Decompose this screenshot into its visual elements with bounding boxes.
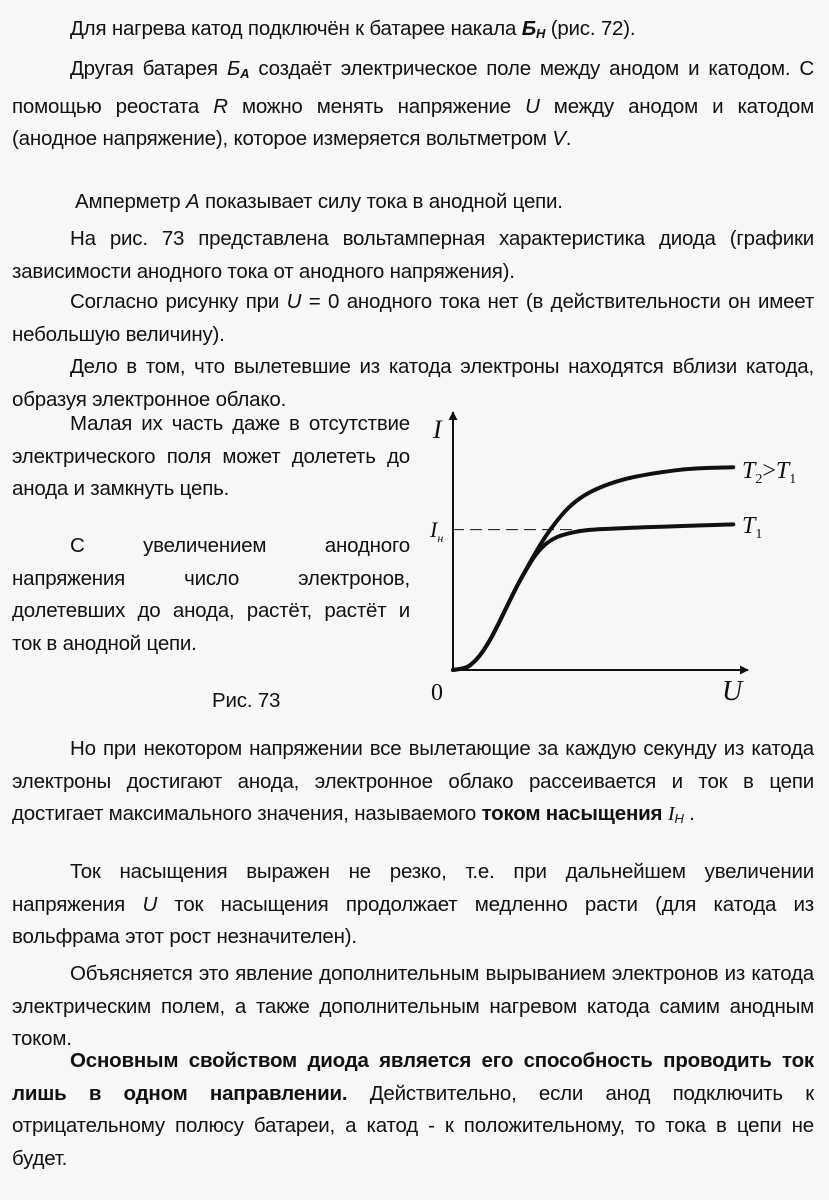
text: ток насыщения продолжает медленно расти (для катода из вольфрама этот рост незначителен). xyxy=(12,892,815,948)
x-axis-label: U xyxy=(722,676,743,707)
paragraph-7: Малая их часть даже в отсутствие электрического поля может долететь до анода и замкнуть цепь. xyxy=(12,412,410,500)
figure-caption: Рис. 73 xyxy=(212,689,281,712)
text: Согласно рисунку при xyxy=(70,290,287,313)
symbol: I xyxy=(667,803,675,825)
text: Другая батарея xyxy=(70,57,227,80)
text: можно менять напряжение xyxy=(227,94,526,118)
symbol: Б xyxy=(521,17,537,40)
text: создаёт электрическое поле между анодом и катодом. С помощью реостата xyxy=(12,57,814,118)
symbol: U xyxy=(142,892,158,916)
text: Действительно, если анод подключить к отрицательному полюсу батареи, а катод - к положительному, то тока в цепи не будет. xyxy=(12,1081,814,1170)
bold-statement: Основным свойством диода является его способность проводить ток лишь в одном направлении. xyxy=(12,1049,814,1105)
paragraph-8: С увеличением анодного напряжения число электронов, долетевших до анода, растёт, растёт и ток в анодной цепи. xyxy=(12,534,410,655)
bold-term: током насыщения xyxy=(481,802,663,825)
text: Но при некотором напряжении все вылетающие за каждую секунду из катода электроны достигают анода, электронное облако рассеивается и ток в цепи достигает максимального значения, называемого xyxy=(12,737,814,825)
symbol: А xyxy=(185,190,200,213)
symbol: V xyxy=(552,127,566,150)
text: показывает силу тока в анодной цепи. xyxy=(199,190,563,213)
origin-label: 0 xyxy=(431,680,443,706)
text: между анодом и катодом (анодное напряжение), которое измеряется вольтметром xyxy=(12,94,814,150)
text: Ток насыщения выражен не резко, т.е. при дальнейшем увеличении напряжения xyxy=(12,860,814,916)
symbol: R xyxy=(213,94,228,118)
text: . xyxy=(683,802,695,825)
subscript: А xyxy=(240,66,250,81)
paragraph-9 xyxy=(12,733,814,836)
text: Для нагрева катод подключён к батарее накала xyxy=(70,17,522,40)
paragraph-12 xyxy=(12,1045,814,1175)
y-axis-label: I xyxy=(433,415,442,444)
paragraph-10 xyxy=(12,856,814,954)
text: Амперметр xyxy=(75,190,186,213)
subscript: Н xyxy=(674,811,684,826)
curve-t2 xyxy=(453,467,733,670)
symbol: U xyxy=(525,94,540,118)
paragraph-11: Объясняется это явление дополнительным вырыванием электронов из катода электрическим полем, а также дополнительным нагревом катода самим анодным током. xyxy=(12,962,814,1050)
text: (рис. 72). xyxy=(545,17,636,40)
paragraph-4: На рис. 73 представлена вольтамперная характеристика диода (графики зависимости анодного тока от анодного напряжения). xyxy=(12,227,814,283)
subscript: Н xyxy=(536,26,546,41)
symbol: U xyxy=(286,290,302,313)
saturation-label: $I_н$ xyxy=(430,517,444,545)
text: . xyxy=(565,127,572,150)
text: = 0 анодного тока нет (в действительности он имеет небольшую величину). xyxy=(12,290,815,346)
curve-t1 xyxy=(453,524,733,670)
symbol: Б xyxy=(226,57,241,80)
series-label-t2: $T_2>T_1$ xyxy=(742,458,797,487)
series-label-t1: $T_1$ xyxy=(742,513,763,542)
paragraph-6: Дело в том, что вылетевшие из катода электроны находятся вблизи катода, образуя электронное облако. xyxy=(12,355,814,411)
